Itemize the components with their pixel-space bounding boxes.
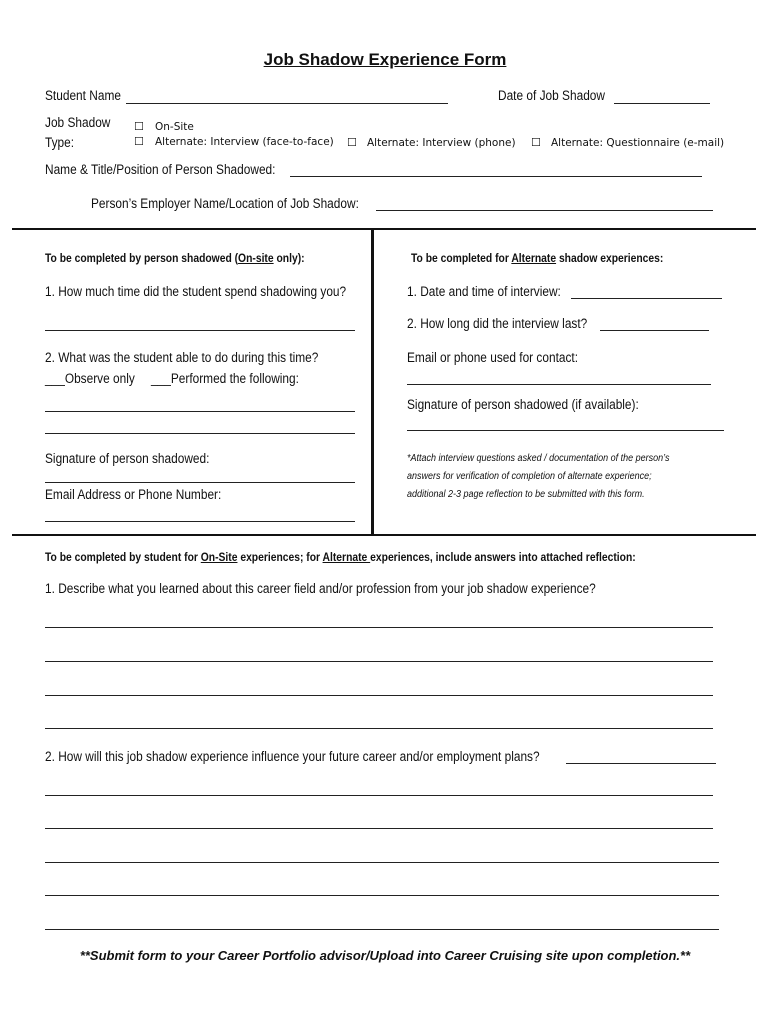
type-label: Job Shadow [45,115,111,130]
option-onsite-label: On-Site [155,121,194,133]
left-signature-field[interactable] [45,482,355,483]
right-q2-answer-field[interactable] [600,330,709,331]
student-q2-answer-line-2[interactable] [45,828,713,829]
date-label: Date of Job Shadow [498,88,606,103]
checkbox-questionnaire[interactable]: ☐ [531,136,541,149]
student-q2-answer-line-1[interactable] [45,795,713,796]
right-section-heading [411,251,663,265]
checkbox-phone[interactable]: ☐ [347,136,357,149]
left-heading-pre: To be completed by person shadowed ( [45,251,239,265]
type-label-2: Type: [45,135,75,150]
option-face-to-face-label: Alternate: Interview (face-to-face) [155,136,334,148]
left-signature-label: Signature of person shadowed: [45,451,210,466]
student-heading-pre: To be completed by student for [45,550,201,564]
observe-blank[interactable]: ___ [45,371,65,386]
student-q2: 2. How will this job shadow experience influence your future career and/or employment plans? [45,749,540,764]
right-contact-label: Email or phone used for contact: [407,350,579,365]
footer-instruction: **Submit form to your Career Portfolio advisor/Upload into Career Cruising site upon completion.** [79,948,691,963]
performed-label: Performed the following: [170,371,299,386]
left-section-heading [45,251,305,265]
student-heading-post: experiences, include answers into attached reflection: [370,550,636,564]
checkbox-onsite[interactable]: ☐ [134,120,144,133]
student-q2-answer-line-4[interactable] [45,895,719,896]
option-questionnaire-label: Alternate: Questionnaire (e-mail) [551,137,725,149]
option-phone-label: Alternate: Interview (phone) [367,137,516,149]
date-field[interactable] [614,103,710,104]
student-q1: 1. Describe what you learned about this career field and/or profession from your job shadow experience? [45,581,596,596]
person-shadowed-field[interactable] [290,176,702,177]
student-name-field[interactable] [126,103,448,104]
employer-field[interactable] [376,210,713,211]
right-signature-label: Signature of person shadowed (if available): [407,397,639,412]
left-q1-answer-field[interactable] [45,330,355,331]
employer-label: Person’s Employer Name/Location of Job Shadow: [91,196,359,211]
observe-label: Observe only [64,371,135,386]
note-line-1: *Attach interview questions asked / documentation of the person’s [407,453,670,464]
right-q2: 2. How long did the interview last? [407,316,588,331]
checkbox-face-to-face[interactable]: ☐ [134,135,144,148]
student-q2-answer-line-5[interactable] [45,929,719,930]
performed-row [151,371,299,386]
student-section-heading [45,550,636,564]
left-heading-underlined: On-site [238,251,274,265]
student-heading-mid: experiences; for [237,550,323,564]
left-q2-answer-field-2[interactable] [45,433,355,434]
right-signature-field[interactable] [407,430,724,431]
left-q2: 2. What was the student able to do during this time? [45,350,319,365]
right-heading-post: shadow experiences: [556,251,664,265]
right-heading-pre: To be completed for [411,251,512,265]
student-heading-u1: On-Site [200,550,238,564]
observe-row [45,371,135,386]
left-q2-answer-field-1[interactable] [45,411,355,412]
student-q1-answer-line-3[interactable] [45,695,713,696]
right-contact-field[interactable] [407,384,711,385]
performed-blank[interactable]: ___ [151,371,171,386]
left-q1: 1. How much time did the student spend shadowing you? [45,284,347,299]
column-divider [371,229,374,535]
student-q1-answer-line-1[interactable] [45,627,713,628]
note-line-2: answers for verification of completion of alternate experience; [407,471,652,482]
student-name-label: Student Name [45,88,121,103]
person-shadowed-label: Name & Title/Position of Person Shadowed: [45,162,276,177]
left-heading-post: only): [273,251,305,265]
student-q1-answer-line-2[interactable] [45,661,713,662]
section-bottom-rule [12,534,756,536]
student-q2-answer-line-3[interactable] [45,862,719,863]
left-contact-label: Email Address or Phone Number: [45,487,222,502]
student-q1-answer-line-4[interactable] [45,728,713,729]
right-heading-underlined: Alternate [511,251,557,265]
page-title: Job Shadow Experience Form [263,50,507,69]
left-contact-field[interactable] [45,521,355,522]
student-q2-inline-field[interactable] [566,763,716,764]
student-heading-u2: Alternate [322,550,371,564]
note-line-3: additional 2-3 page reflection to be submitted with this form. [407,489,645,500]
right-q1: 1. Date and time of interview: [407,284,561,299]
section-top-rule [12,228,756,230]
right-q1-answer-field[interactable] [571,298,722,299]
